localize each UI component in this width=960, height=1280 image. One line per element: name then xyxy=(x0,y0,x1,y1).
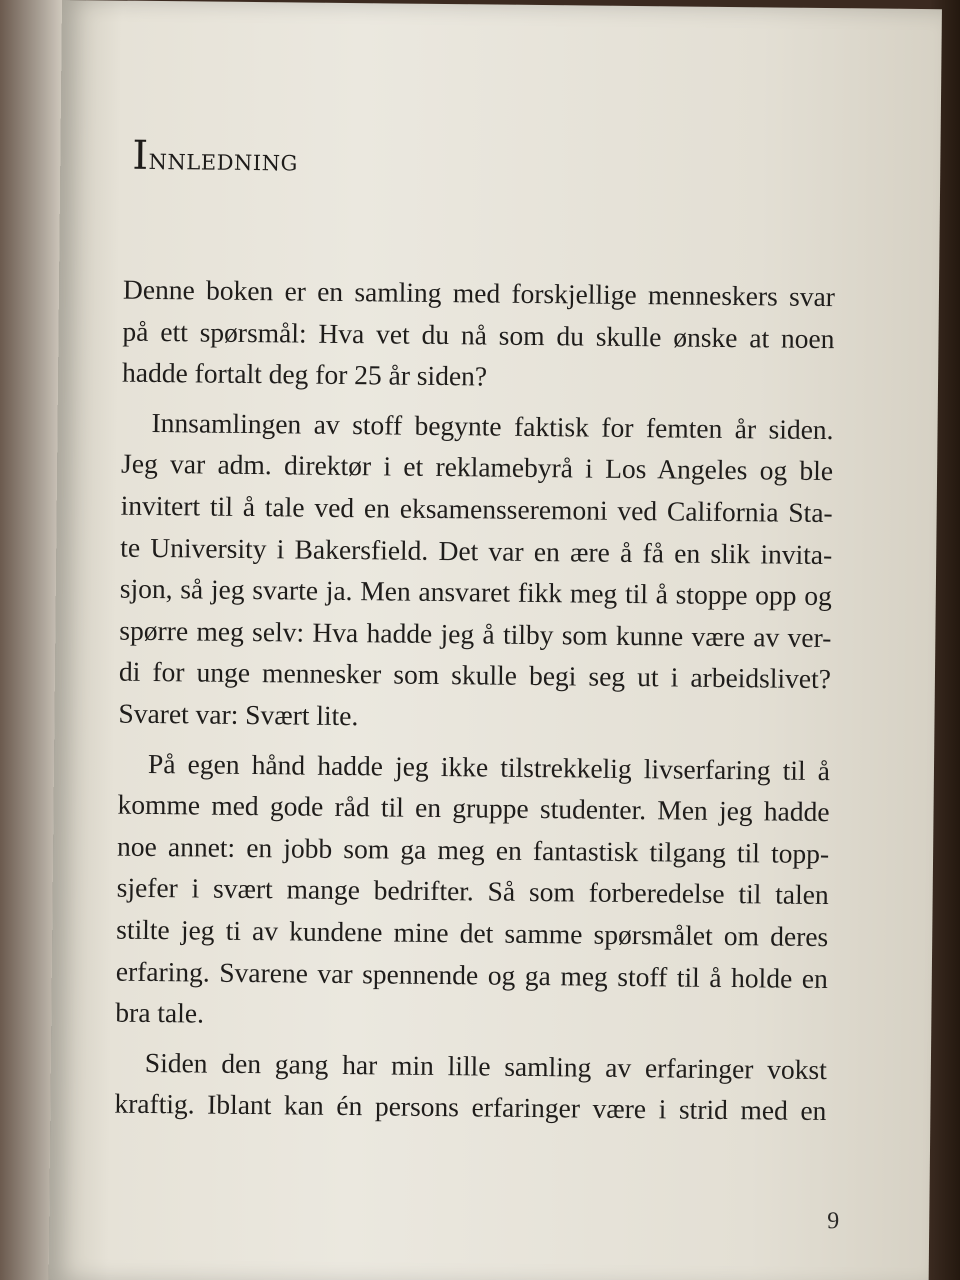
text-line: stilte jeg ti av kundene mine det samme spørsmålet om deres xyxy=(116,913,829,952)
text-line: på ett spørsmål: Hva vet du nå som du skulle ønske at noen xyxy=(122,315,835,354)
text-line: Innsamlingen av stoff begynte faktisk for femten år siden. xyxy=(151,406,834,445)
book-page xyxy=(49,0,942,1280)
text-line: erfaring. Svarene var spennende og ga meg stoff til å holde en xyxy=(115,955,828,994)
chapter-title-rest: nnledning xyxy=(148,141,299,179)
text-line: spørre meg selv: Hva hadde jeg å tilby som kunne være av ver- xyxy=(119,614,832,653)
text-line: te University i Bakersfield. Det var en ære å få en slik invita- xyxy=(120,531,833,570)
text-line: Siden den gang har min lille samling av erfaringer vokst xyxy=(144,1046,828,1085)
text-line: kraftig. Iblant kan én persons erfaringer være i strid med en xyxy=(114,1087,827,1127)
text-line: Svaret var: Svært lite. xyxy=(118,697,359,732)
text-line: Jeg var adm. direktør i et reklamebyrå i Los Angeles og ble xyxy=(120,448,834,487)
body-text xyxy=(114,269,835,1132)
chapter-title-initial: I xyxy=(132,132,149,179)
text-line: hadde fortalt deg for 25 år siden? xyxy=(121,356,488,392)
text-line: Denne boken er en samling med forskjellige menneskers svar xyxy=(122,273,836,313)
text-line: bra tale. xyxy=(115,996,205,1029)
chapter-title xyxy=(132,133,298,181)
page-number: 9 xyxy=(827,1208,840,1235)
text-line: komme med gode råd til en gruppe studenter. Men jeg hadde xyxy=(117,788,830,828)
text-line: sjefer i svært mange bedrifter. Så som forberedelse til talen xyxy=(116,871,829,911)
text-line: di for unge mennesker som skulle begi seg ut i arbeidslivet? xyxy=(118,655,832,695)
text-line: noe annet: en jobb som ga meg en fantastisk tilgang til topp- xyxy=(116,830,830,869)
text-line: På egen hånd hadde jeg ikke tilstrekkelig livserfaring til å xyxy=(147,747,831,786)
text-line: invitert til å tale ved en eksamensseremoni ved California Sta- xyxy=(120,489,833,529)
text-line: sjon, så jeg svarte ja. Men ansvaret fikk meg til å stoppe opp og xyxy=(119,572,832,612)
